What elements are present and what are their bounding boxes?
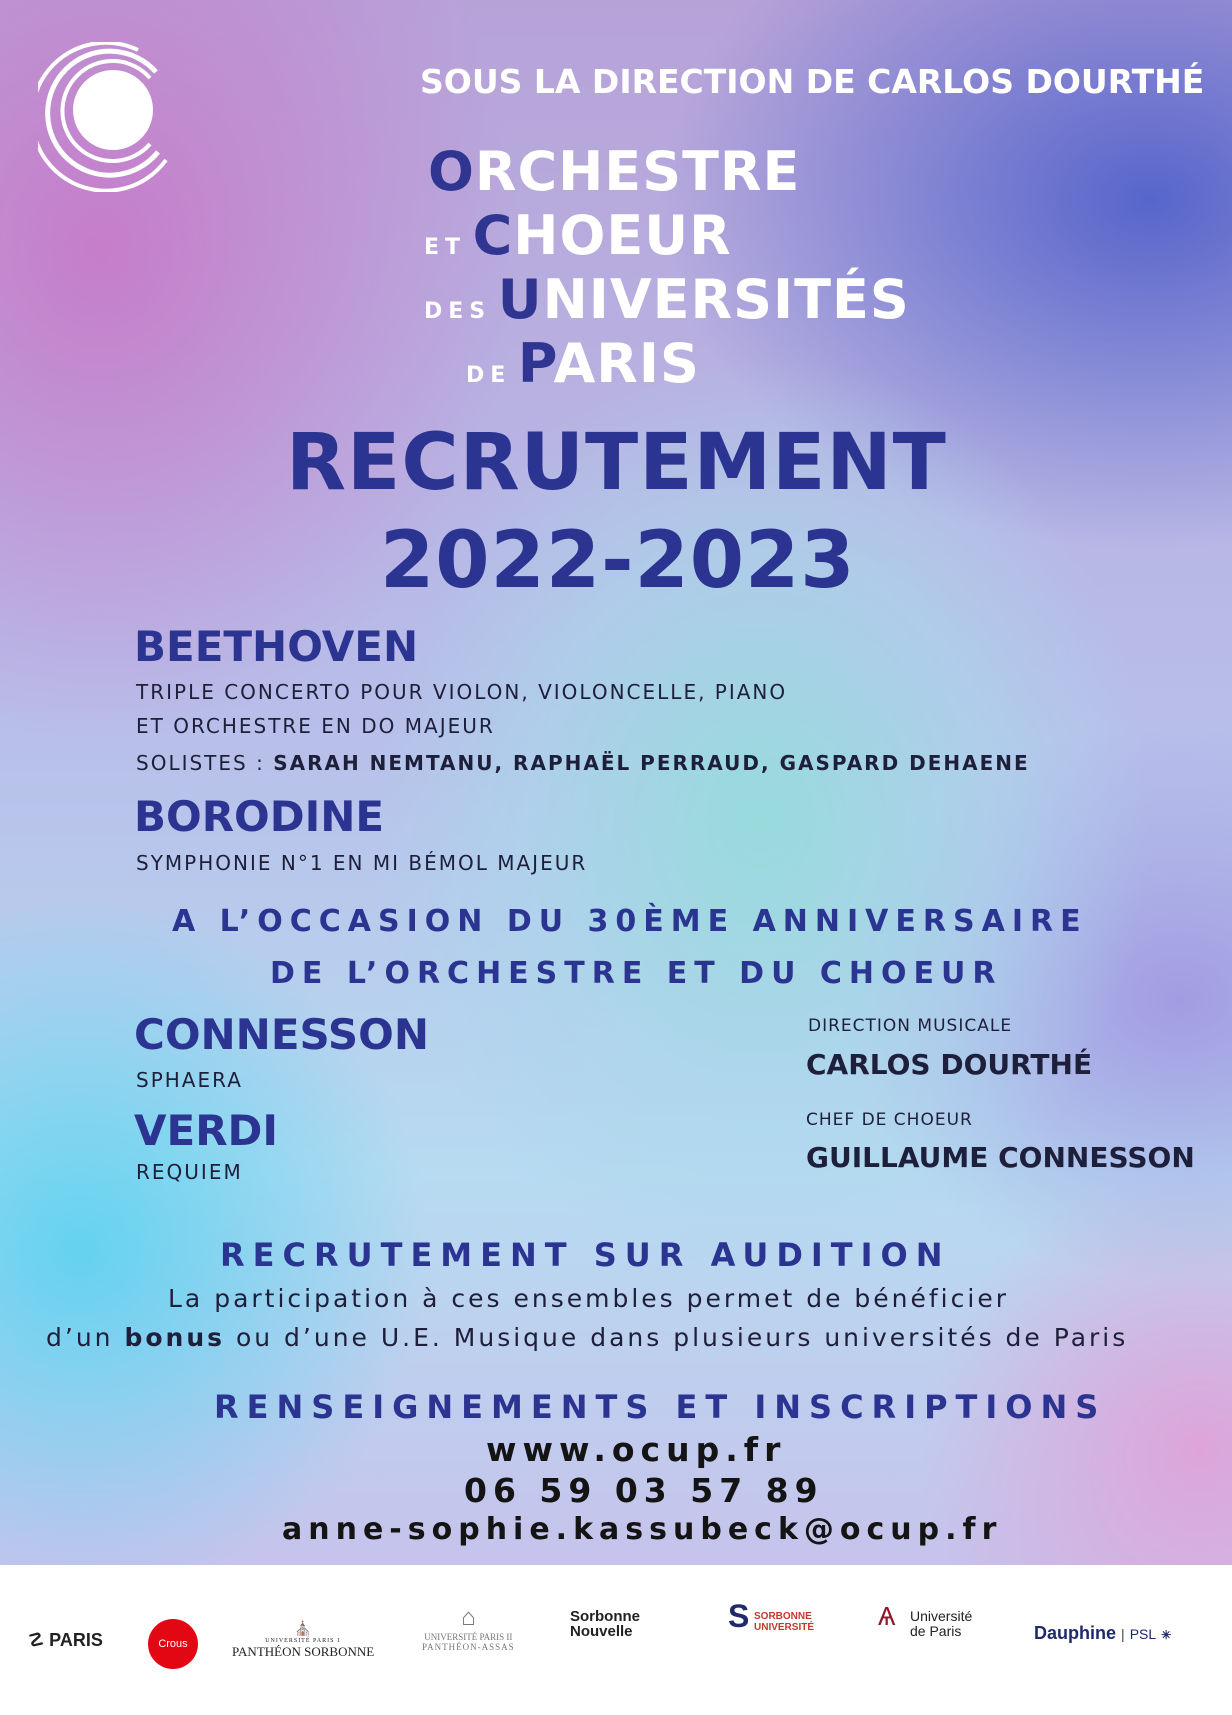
contact-website[interactable]: www.ocup.fr [486, 1430, 787, 1469]
recruitment-season: 2022-2023 [380, 516, 856, 606]
composer-borodine: BORODINE [134, 792, 385, 841]
audition-heading: RECRUTEMENT SUR AUDITION [220, 1236, 951, 1274]
pantheon-sorbonne-logo [232, 1621, 374, 1660]
anniversary-line2: DE L’ORCHESTRE ET DU CHOEUR [270, 956, 1003, 991]
title-initial-u: U [497, 268, 543, 331]
soloists-line [136, 751, 1030, 775]
paris-logo [28, 1630, 103, 1651]
title-line-orchestre [428, 140, 800, 203]
contact-phone[interactable]: 06 59 03 57 89 [464, 1471, 824, 1510]
title-rest-choeur: HOEUR [513, 204, 732, 267]
assas-logo [422, 1605, 515, 1652]
psl-text: PSL [1129, 1626, 1157, 1642]
title-rest-paris: ARIS [553, 332, 700, 395]
sorbonne-s-icon: S [728, 1598, 750, 1634]
sorbonne-nouvelle-text-2: Nouvelle [570, 1623, 633, 1640]
audition-line2-pre: d’un [46, 1323, 125, 1352]
title-rest-universites: NIVERSITÉS [542, 268, 910, 331]
title-initial-c: C [472, 204, 514, 267]
title-lead-et: ET [424, 235, 467, 260]
uparis-text-2: de Paris [910, 1623, 962, 1639]
music-director-name: CARLOS DOURTHÉ [806, 1048, 1093, 1081]
paris-mark-icon: ☡ [28, 1630, 45, 1650]
audition-line2 [46, 1323, 1128, 1352]
universite-de-paris-mark-icon: Ѧ [878, 1601, 896, 1631]
assas-text: PANTHÉON-ASSAS [422, 1642, 515, 1652]
audition-line1: La participation à ces ensembles permet de bénéficier [168, 1284, 1009, 1313]
title-line-choeur [424, 204, 732, 267]
title-lead-des: DES [424, 299, 492, 324]
pantheon-text: PANTHÉON SORBONNE [232, 1644, 375, 1659]
anniversary-line1: A L’OCCASION DU 30ÈME ANNIVERSAIRE [172, 904, 1088, 939]
sorbonne-universite-logo [728, 1598, 815, 1634]
crous-logo-text: Crous [158, 1638, 188, 1650]
audition-bonus: bonus [124, 1323, 225, 1352]
psl-star-icon: ✳ [1161, 1628, 1172, 1642]
ocup-logo-icon [38, 42, 188, 192]
title-rest-orchestre: RCHESTRE [474, 140, 801, 203]
work-connesson: SPHAERA [136, 1068, 243, 1092]
sorbonne-nouvelle-text-1: Sorbonne [570, 1608, 640, 1625]
uparis-text-1: Université [910, 1608, 973, 1624]
title-initial-p: P [517, 332, 554, 395]
audition-line2-post: ou d’une U.E. Musique dans plusieurs universités de Paris [225, 1323, 1129, 1352]
partners-footer [0, 1565, 1232, 1715]
title-line-paris [466, 332, 700, 395]
work-beethoven-line2: ET ORCHESTRE EN DO MAJEUR [136, 714, 495, 738]
soloists-names: SARAH NEMTANU, RAPHAËL PERRAUD, GASPARD DEHAENE [273, 751, 1030, 775]
assas-dome-icon: ⌂ [461, 1605, 476, 1631]
title-line-universites [424, 268, 910, 331]
choir-label: CHEF DE CHOEUR [806, 1110, 973, 1130]
soloists-label: SOLISTES : [136, 751, 274, 775]
composer-beethoven: BEETHOVEN [134, 622, 419, 671]
work-beethoven-line1: TRIPLE CONCERTO POUR VIOLON, VIOLONCELLE, PIANO [136, 680, 788, 704]
sorbonne-univ-text-2: UNIVERSITÉ [754, 1622, 815, 1633]
composer-connesson: CONNESSON [134, 1010, 429, 1059]
choir-master-name: GUILLAUME CONNESSON [806, 1141, 1195, 1174]
work-borodine: SYMPHONIE N°1 EN MI BÉMOL MAJEUR [136, 851, 588, 875]
contact-email[interactable]: anne-sophie.kassubeck@ocup.fr [282, 1512, 1003, 1547]
music-direction-label: DIRECTION MUSICALE [808, 1016, 1013, 1036]
dauphine-text: Dauphine [1034, 1623, 1117, 1643]
dauphine-psl-logo: Dauphine | PSL ✳ [1034, 1623, 1172, 1643]
universite-de-paris-logo [878, 1601, 973, 1639]
title-initial-o: O [428, 140, 475, 203]
pantheon-crest-icon: ⛪ [294, 1622, 312, 1637]
sorbonne-nouvelle-logo [570, 1609, 640, 1639]
composer-verdi: VERDI [134, 1106, 279, 1155]
crous-logo [148, 1619, 198, 1669]
direction-heading: SOUS LA DIRECTION DE CARLOS DOURTHÉ [420, 62, 1205, 101]
contact-heading: RENSEIGNEMENTS ET INSCRIPTIONS [214, 1388, 1107, 1426]
sorbonne-univ-text-1: SORBONNE [754, 1611, 812, 1622]
paris-logo-text: PARIS [49, 1630, 103, 1650]
assas-top-text: UNIVERSITÉ PARIS II [424, 1632, 513, 1642]
title-lead-de: DE [466, 363, 512, 388]
recruitment-heading: RECRUTEMENT [286, 418, 947, 508]
pantheon-top-text: UNIVERSITÉ PARIS 1 [265, 1638, 341, 1644]
work-verdi: REQUIEM [136, 1160, 243, 1184]
